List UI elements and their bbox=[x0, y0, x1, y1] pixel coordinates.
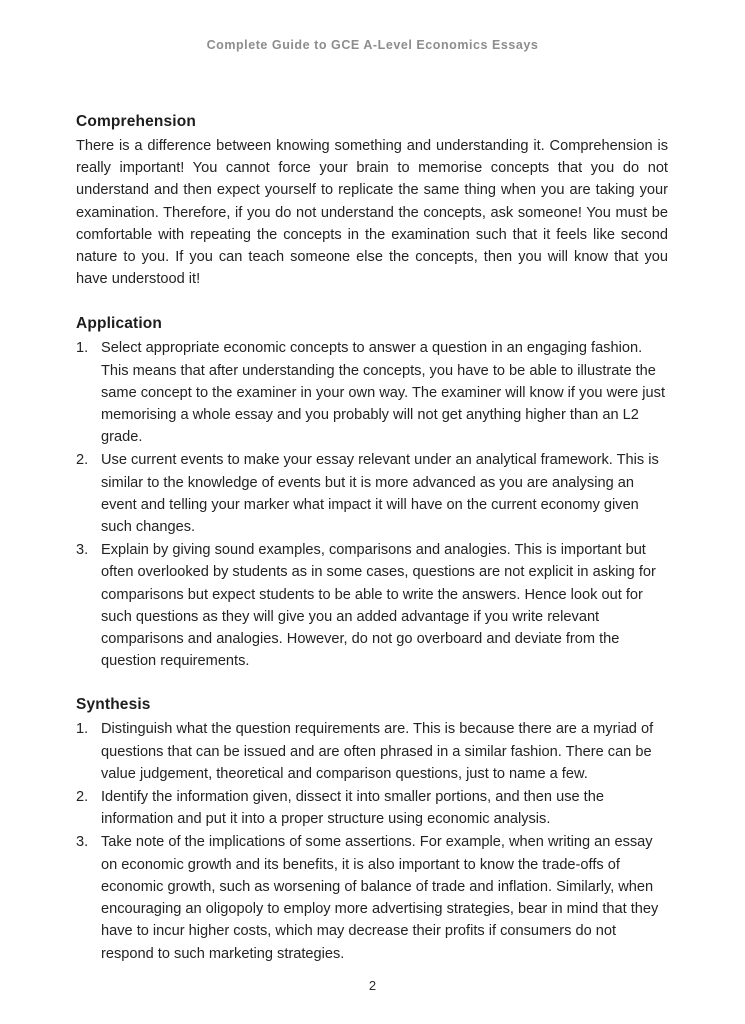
list-marker: 2. bbox=[76, 789, 89, 806]
synthesis-list bbox=[76, 718, 668, 964]
list-item-text: Use current events to make your essay relevant under an analytical framework. This is similar to the knowledge of events but it is more advanced as you are analysing an event and telling your marker what impact it will have on the current economy given such changes. bbox=[101, 452, 659, 536]
section-spacer bbox=[76, 673, 668, 695]
list-item-text: Take note of the implications of some assertions. For example, when writing an essay on economic growth and its benefits, it is also important to know the trade-offs of economic growth, such as worsening of balance of trade and inflation. Similarly, when encouraging an oligopoly to employ more advertising strategies, bear in mind that they have to incur higher costs, which may decrease their profits if consumers do not respond to such marketing strategies. bbox=[101, 834, 659, 962]
list-marker: 1. bbox=[76, 721, 89, 738]
list-item bbox=[76, 337, 668, 448]
list-item bbox=[76, 786, 668, 830]
list-item-text: Explain by giving sound examples, comparisons and analogies. This is important but often overlooked by students as in some cases, questions are not explicit in asking for comparisons but expect students to be able to write the answers. Hence look out for such questions as they will give you an added advantage if you write relevant comparisons and analogies. However, do not go overboard and deviate from the question requirements. bbox=[101, 542, 656, 670]
section-spacer bbox=[76, 290, 668, 314]
section-heading-comprehension: Comprehension bbox=[76, 113, 196, 130]
list-item bbox=[76, 718, 668, 785]
section-comprehension bbox=[76, 112, 668, 290]
list-item bbox=[76, 449, 668, 538]
list-item-text: Identify the information given, dissect it into smaller portions, and then use the information and put it into a proper structure using economic analysis. bbox=[101, 789, 604, 828]
running-header: Complete Guide to GCE A-Level Economics Essays bbox=[206, 38, 539, 52]
list-marker: 2. bbox=[76, 452, 89, 469]
application-list bbox=[76, 337, 668, 672]
page-content bbox=[76, 112, 668, 966]
comprehension-paragraph: There is a difference between knowing something and understanding it. Comprehension is really important! You cannot force your brain to memorise concepts that you do not understand and then expect yourself to replicate the same thing when you are taking your examination. Therefore, if you do not understand the concepts, ask someone! You must be comfortable with repeating the concepts in the examination such that it feels like second nature to you. If you can teach someone else the concepts, then you will know that you have understood it! bbox=[76, 138, 668, 288]
list-item-text: Select appropriate economic concepts to answer a question in an engaging fashion. This means that after understanding the concepts, you have to be able to illustrate the same concept to the examiner in your own way. The examiner will know if you were just memorising a whole essay and you probably will not get anything higher than an L2 grade. bbox=[101, 340, 666, 446]
section-synthesis bbox=[76, 695, 668, 964]
page-number: 2 bbox=[368, 978, 377, 993]
list-item bbox=[76, 539, 668, 672]
section-heading-synthesis: Synthesis bbox=[76, 696, 151, 714]
section-application bbox=[76, 314, 668, 672]
list-marker: 1. bbox=[76, 340, 89, 357]
list-item bbox=[76, 831, 668, 964]
list-marker: 3. bbox=[76, 542, 89, 559]
list-item-text: Distinguish what the question requirements are. This is because there are a myriad of questions that can be issued and are often phrased in a similar fashion. There can be value judgement, theoretical and comparison questions, just to name a few. bbox=[101, 721, 654, 782]
section-heading-application: Application bbox=[76, 315, 163, 333]
list-marker: 3. bbox=[76, 834, 89, 851]
